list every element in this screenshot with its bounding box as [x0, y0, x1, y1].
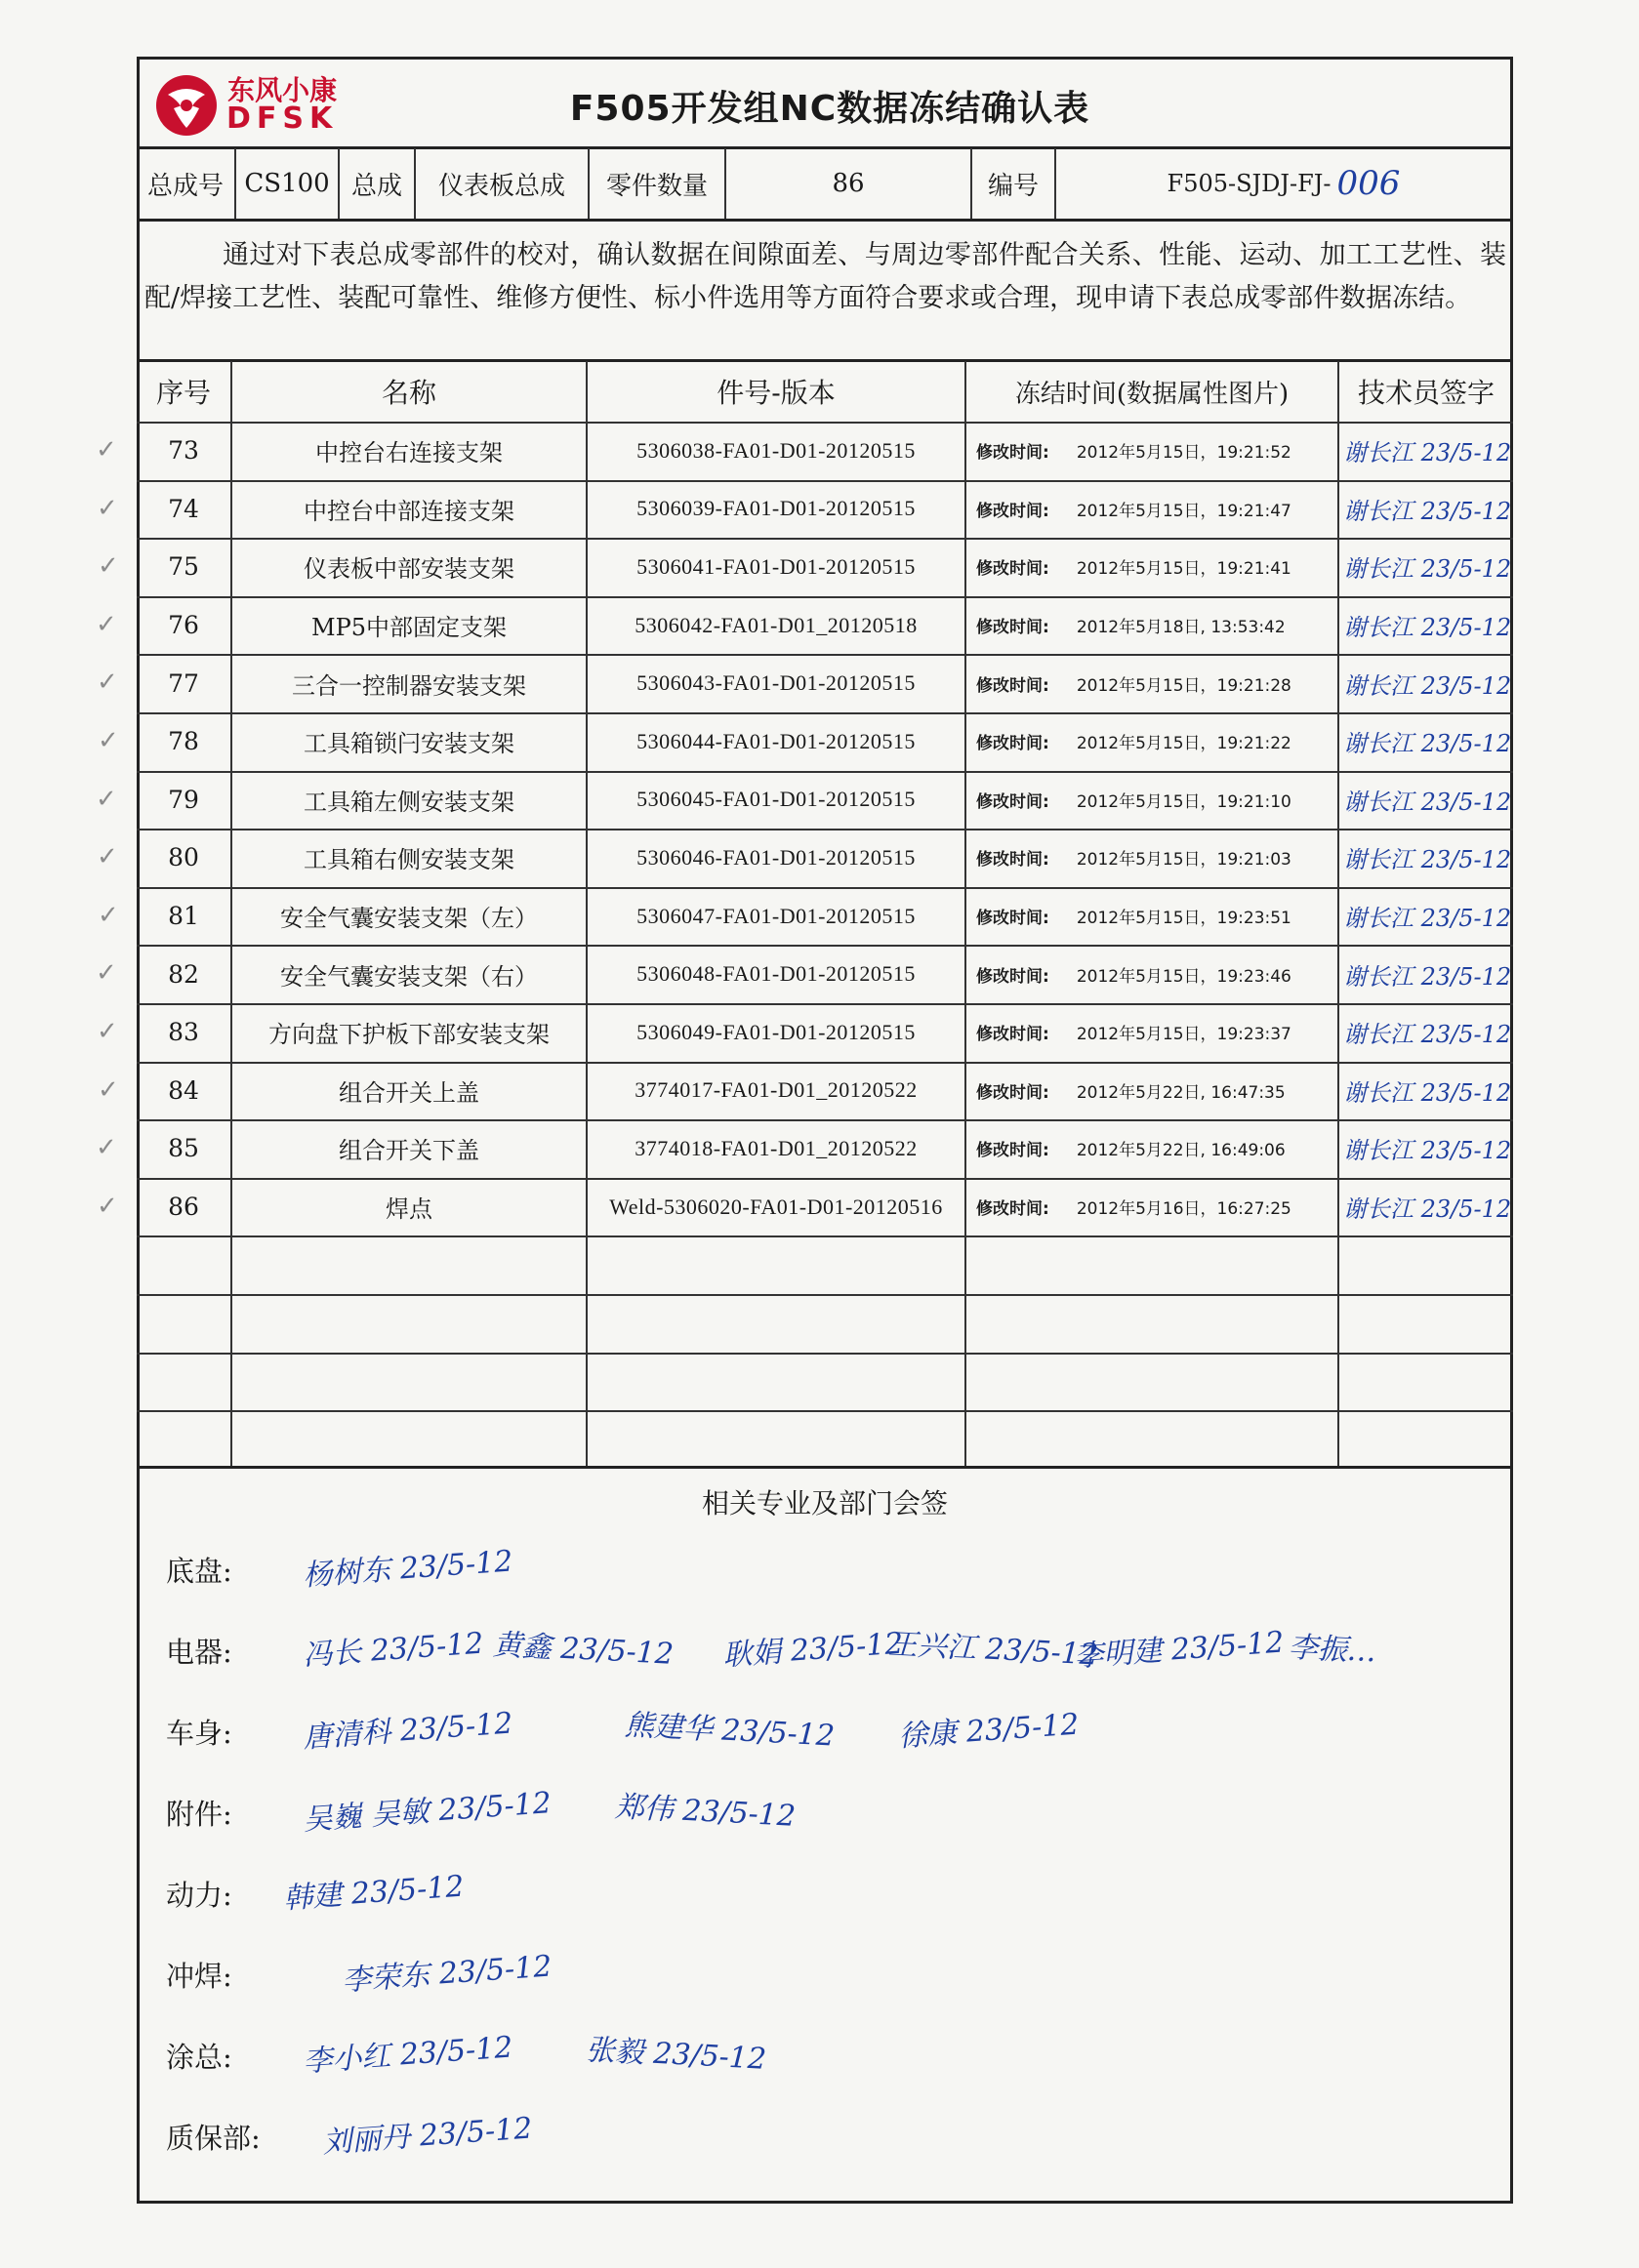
row-part-version: 3774017-FA01-D01_20120522	[635, 1077, 918, 1103]
department-signature: 冯长 23/5-12	[302, 1626, 485, 1674]
parts-count-label: 零件数量	[605, 171, 708, 201]
logo-brand-en: DFSK	[226, 101, 339, 136]
modified-time-value: 2012年5月15日，19:21:22	[1076, 734, 1291, 754]
col-header-time: 冻结时间(数据属性图片)	[1014, 379, 1290, 409]
row-part-version: 5306043-FA01-D01-20120515	[636, 670, 916, 696]
row-name: 组合开关下盖	[339, 1137, 479, 1165]
row-name: 中控台中部连接支架	[304, 497, 514, 525]
row-technician-signature: 谢长江 23/5-12	[1343, 846, 1512, 874]
modified-time-label: 修改时间:	[976, 1025, 1049, 1045]
row-freeze-time	[968, 1119, 1337, 1178]
col-header-part: 件号-版本	[717, 377, 836, 409]
row-freeze-time	[968, 887, 1337, 946]
row-name: 安全气囊安装支架（左）	[280, 905, 538, 933]
row-technician-signature: 谢长江 23/5-12	[1343, 905, 1512, 933]
department-label: 底盘:	[166, 1555, 232, 1588]
department-signature: 耿娟 23/5-12	[721, 1626, 905, 1674]
department-label: 质保部:	[166, 2122, 261, 2155]
modified-time-value: 2012年5月15日，19:21:10	[1076, 791, 1291, 812]
assembly-name: 仪表板总成	[437, 171, 565, 201]
row-seq: 79	[168, 785, 199, 814]
row-freeze-time	[968, 829, 1337, 887]
row-part-version: 5306042-FA01-D01_20120518	[635, 612, 918, 637]
row-freeze-time	[968, 771, 1337, 830]
row-technician-signature: 谢长江 23/5-12	[1343, 1195, 1512, 1224]
doc-no-handwritten: 006	[1336, 164, 1401, 203]
department-signature: 韩建 23/5-12	[282, 1869, 466, 1917]
modified-time-value: 2012年5月22日, 16:47:35	[1076, 1082, 1286, 1103]
row-seq: 82	[168, 959, 199, 989]
modified-time-value: 2012年5月22日, 16:49:06	[1076, 1141, 1286, 1161]
modified-time-label: 修改时间:	[976, 675, 1049, 696]
doc-no-value	[1056, 148, 1511, 219]
modified-time-label: 修改时间:	[976, 966, 1049, 987]
department-signature: 刘丽丹 23/5-12	[321, 2111, 534, 2161]
row-seq: 75	[168, 552, 199, 582]
col-header-name: 名称	[381, 377, 436, 409]
department-label: 涂总:	[166, 2041, 232, 2074]
department-signature: 黄鑫 23/5-12	[492, 1628, 675, 1672]
row-seq: 74	[168, 494, 199, 523]
row-name: 仪表板中部安装支架	[304, 555, 514, 584]
checkmark-icon: ✓	[96, 609, 117, 639]
row-name: 安全气囊安装支架（右）	[280, 962, 538, 991]
row-freeze-time	[968, 422, 1337, 480]
row-seq: 84	[168, 1075, 199, 1105]
checkmark-icon: ✓	[96, 1133, 117, 1163]
row-technician-signature: 谢长江 23/5-12	[1343, 439, 1512, 467]
row-name: 工具箱锁闩安装支架	[304, 730, 514, 758]
row-part-version: Weld-5306020-FA01-D01-20120516	[609, 1194, 943, 1219]
logo	[154, 66, 389, 144]
department-label: 冲焊:	[166, 1960, 232, 1993]
col-header-sign: 技术员签字	[1357, 377, 1495, 409]
col-header-seq: 序号	[155, 377, 211, 409]
doc-no-label: 编号	[987, 171, 1039, 201]
department-signature: 李明建 23/5-12	[1073, 1625, 1286, 1675]
checkmark-icon: ✓	[97, 1191, 118, 1221]
row-name: MP5中部固定支架	[311, 614, 507, 642]
row-freeze-time	[968, 712, 1337, 771]
checkmark-icon: ✓	[97, 1017, 118, 1046]
row-freeze-time	[968, 480, 1337, 539]
logo-brand-cn: 东风小康	[227, 74, 338, 106]
modified-time-value: 2012年5月15日，19:21:52	[1076, 443, 1291, 464]
row-seq: 76	[168, 611, 199, 640]
row-part-version: 5306049-FA01-D01-20120515	[636, 1019, 916, 1044]
department-signature: 唐清科 23/5-12	[302, 1706, 514, 1756]
row-part-version: 5306038-FA01-D01-20120515	[636, 437, 916, 463]
checkmark-icon: ✓	[96, 784, 117, 814]
row-part-version: 3774018-FA01-D01_20120522	[635, 1135, 918, 1160]
modified-time-label: 修改时间:	[976, 791, 1049, 812]
modified-time-value: 2012年5月16日，16:27:25	[1076, 1199, 1291, 1220]
department-signature: 李荣东 23/5-12	[341, 1949, 553, 1999]
row-seq: 80	[168, 843, 199, 872]
row-part-version: 5306047-FA01-D01-20120515	[636, 903, 916, 928]
modified-time-label: 修改时间:	[976, 1141, 1049, 1161]
row-name: 方向盘下护板下部安装支架	[268, 1021, 550, 1049]
row-technician-signature: 谢长江 23/5-12	[1343, 788, 1512, 816]
modified-time-value: 2012年5月15日，19:21:47	[1076, 501, 1291, 521]
row-freeze-time	[968, 1003, 1337, 1062]
parts-count-value: 86	[832, 169, 865, 198]
row-technician-signature: 谢长江 23/5-12	[1343, 614, 1512, 642]
row-freeze-time	[968, 1062, 1337, 1120]
modified-time-value: 2012年5月15日，19:23:51	[1076, 909, 1291, 929]
department-signature: 徐康 23/5-12	[897, 1707, 1081, 1755]
checkmark-icon: ✓	[96, 958, 117, 989]
row-part-version: 5306046-FA01-D01-20120515	[636, 844, 916, 870]
modified-time-label: 修改时间:	[976, 618, 1049, 638]
modified-time-label: 修改时间:	[976, 734, 1049, 754]
checkmark-icon: ✓	[97, 842, 118, 872]
checkmark-icon: ✓	[96, 435, 117, 465]
checkmark-icon: ✓	[97, 668, 118, 698]
department-signature: 杨树东 23/5-12	[302, 1544, 514, 1594]
row-freeze-time	[968, 596, 1337, 655]
modified-time-label: 修改时间:	[976, 909, 1049, 929]
row-technician-signature: 谢长江 23/5-12	[1343, 730, 1512, 758]
assembly-no-value: CS100	[244, 169, 330, 198]
department-label: 车身:	[166, 1717, 232, 1750]
countersign-title: 相关专业及部门会签	[701, 1487, 948, 1519]
row-seq: 86	[168, 1193, 199, 1222]
page-title: F505开发组NC数据冻结确认表	[569, 88, 1090, 129]
doc-no-prefix: F505-SJDJ-FJ-	[1167, 170, 1332, 197]
department-label: 附件:	[166, 1798, 232, 1831]
row-part-version: 5306048-FA01-D01-20120515	[636, 961, 916, 987]
assembly-label: 总成	[350, 171, 402, 201]
department-signature: 王兴江 23/5-12	[887, 1627, 1099, 1673]
modified-time-label: 修改时间:	[976, 443, 1049, 464]
row-name: 组合开关上盖	[339, 1078, 479, 1107]
row-freeze-time	[968, 945, 1337, 1003]
row-name: 三合一控制器安装支架	[292, 671, 526, 700]
description-text: 通过对下表总成零部件的校对，确认数据在间隙面差、与周边零部件配合关系、性能、运动、加工工艺性、装配/焊接工艺性、装配可靠性、维修方便性、标小件选用等方面符合要求或合理，现申请下表总成零部件数据冻结。	[144, 240, 1506, 313]
checkmark-icon: ✓	[98, 1074, 119, 1105]
row-seq: 81	[168, 902, 199, 931]
modified-time-label: 修改时间:	[976, 501, 1049, 521]
checkmark-icon: ✓	[97, 493, 118, 523]
department-signature: 熊建华 23/5-12	[624, 1708, 836, 1754]
checkmark-icon: ✓	[98, 900, 119, 930]
department-signature: 吴巍 吴敏 23/5-12	[302, 1786, 553, 1838]
row-technician-signature: 谢长江 23/5-12	[1343, 1021, 1512, 1049]
row-part-version: 5306041-FA01-D01-20120515	[636, 553, 916, 579]
modified-time-value: 2012年5月15日，19:21:03	[1076, 850, 1291, 871]
row-part-version: 5306039-FA01-D01-20120515	[636, 496, 916, 521]
row-technician-signature: 谢长江 23/5-12	[1343, 497, 1512, 525]
dfsk-logo-icon	[154, 73, 219, 138]
row-seq: 78	[168, 727, 199, 756]
modified-time-label: 修改时间:	[976, 559, 1049, 580]
form-sheet	[137, 57, 1513, 2204]
row-technician-signature: 谢长江 23/5-12	[1343, 1137, 1512, 1165]
row-seq: 77	[168, 668, 199, 698]
department-signature: 张毅 23/5-12	[585, 2033, 767, 2077]
row-seq: 73	[168, 436, 199, 466]
modified-time-value: 2012年5月15日，19:21:28	[1076, 675, 1291, 696]
row-technician-signature: 谢长江 23/5-12	[1343, 671, 1512, 700]
modified-time-value: 2012年5月18日, 13:53:42	[1076, 618, 1286, 638]
modified-time-value: 2012年5月15日，19:23:37	[1076, 1025, 1291, 1045]
checkmark-icon: ✓	[98, 551, 119, 582]
row-technician-signature: 谢长江 23/5-12	[1343, 962, 1512, 991]
row-part-version: 5306045-FA01-D01-20120515	[636, 787, 916, 812]
row-seq: 85	[168, 1134, 199, 1163]
department-label: 电器:	[166, 1636, 232, 1669]
row-freeze-time	[968, 1178, 1337, 1236]
row-part-version: 5306044-FA01-D01-20120515	[636, 728, 916, 753]
row-seq: 83	[168, 1018, 199, 1047]
row-name: 工具箱右侧安装支架	[304, 846, 514, 874]
assembly-no-label: 总成号	[146, 171, 224, 201]
department-signature: 李振…	[1287, 1630, 1377, 1670]
row-name: 中控台右连接支架	[315, 439, 503, 467]
modified-time-value: 2012年5月15日，19:23:46	[1076, 966, 1291, 987]
row-freeze-time	[968, 538, 1337, 596]
row-freeze-time	[968, 654, 1337, 712]
department-signature: 李小红 23/5-12	[302, 2030, 514, 2080]
modified-time-value: 2012年5月15日，19:21:41	[1076, 559, 1291, 580]
modified-time-label: 修改时间:	[976, 1199, 1049, 1220]
row-technician-signature: 谢长江 23/5-12	[1343, 555, 1512, 584]
row-name: 工具箱左侧安装支架	[304, 788, 514, 816]
department-label: 动力:	[166, 1879, 232, 1912]
modified-time-label: 修改时间:	[976, 850, 1049, 871]
row-name: 焊点	[386, 1195, 432, 1224]
modified-time-label: 修改时间:	[976, 1082, 1049, 1103]
row-technician-signature: 谢长江 23/5-12	[1343, 1078, 1512, 1107]
department-signature: 郑伟 23/5-12	[614, 1790, 797, 1834]
checkmark-icon: ✓	[98, 726, 119, 755]
